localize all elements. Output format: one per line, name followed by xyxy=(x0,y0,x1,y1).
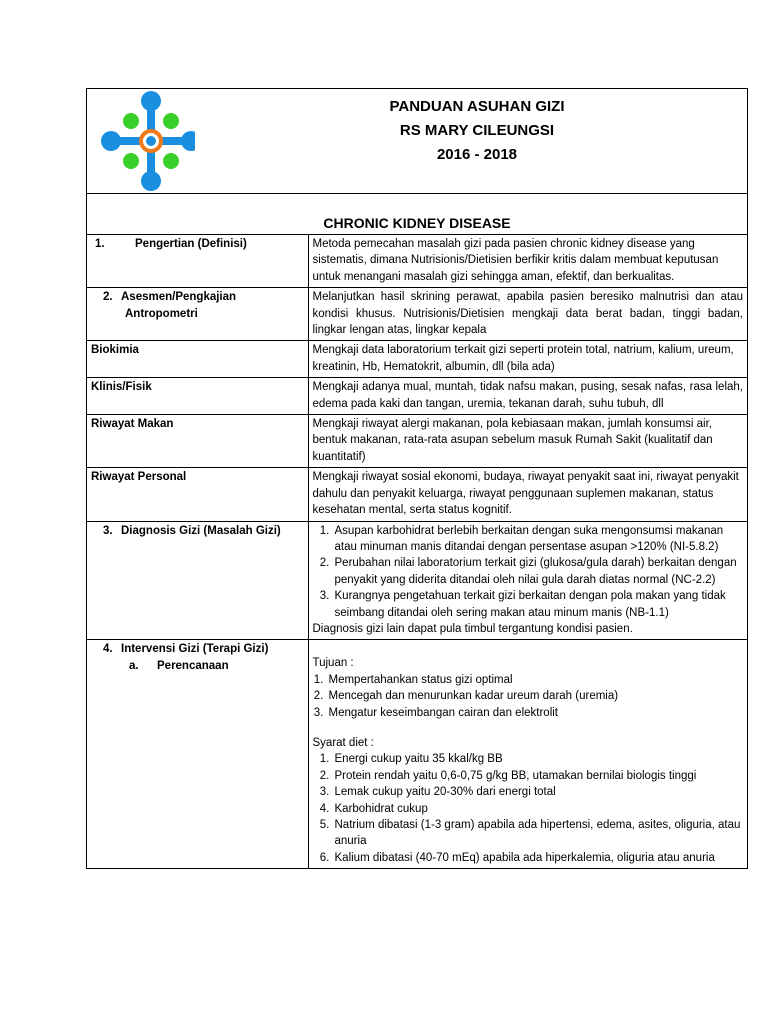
list-item: 1. Asupan karbohidrat berlebih berkaitan dengan suka mengonsumsi makanan atau minuman manis ditandai dengan persentase asupan >120% (NI-5.8.2) xyxy=(333,523,744,556)
title-line-1: PANDUAN ASUHAN GIZI xyxy=(389,98,565,115)
list-item: 1. Mempertahankan status gizi optimal xyxy=(327,672,744,688)
row-content-cell xyxy=(308,378,747,415)
row-content-cell xyxy=(308,521,747,640)
table-row xyxy=(87,378,747,415)
row-content-cell xyxy=(308,468,747,521)
row-number: 1. xyxy=(95,238,105,250)
syarat-list xyxy=(313,751,744,866)
list-item: 5. Natrium dibatasi (1-3 gram) apabila ada hipertensi, edema, asites, oliguria, atau anuria xyxy=(333,817,744,850)
row-number: 3. xyxy=(103,524,113,537)
list-item: 1. Energi cukup yaitu 35 kkal/kg BB xyxy=(333,751,744,767)
table-row xyxy=(87,288,747,341)
row-label: Biokimia xyxy=(91,344,139,357)
section-title-band xyxy=(87,194,747,234)
row-text: Mengkaji adanya mual, muntah, tidak nafsu makan, pusing, sesak nafas, rasa lelah, edema pada kaki dan tangan, uremia, tekanan darah, suhu tubuh, dll xyxy=(312,381,743,410)
logo-green-dot xyxy=(163,113,179,129)
row-label-cell xyxy=(87,640,308,868)
row-content-cell xyxy=(308,341,747,378)
row-content-cell xyxy=(308,288,747,341)
row-content-cell xyxy=(308,415,747,468)
title-line-2: RS MARY CILEUNGSI xyxy=(399,122,555,139)
row-label: Klinis/Fisik xyxy=(91,381,152,394)
list-item: 3. Lemak cukup yaitu 20-30% dari energi total xyxy=(333,784,744,800)
row-label-cell xyxy=(87,288,308,341)
row-sub-number: a. xyxy=(129,659,139,672)
list-item: 3. Mengatur keseimbangan cairan dan elektrolit xyxy=(327,705,744,721)
logo-blue-dot xyxy=(141,91,161,111)
row-label-cell xyxy=(87,521,308,640)
row-label: Asesmen/Pengkajian xyxy=(121,291,237,304)
list-item: 2. Mencegah dan menurunkan kadar ureum darah (uremia) xyxy=(327,688,744,704)
table-row xyxy=(87,341,747,378)
row-label-cell xyxy=(87,378,308,415)
guide-table xyxy=(87,234,747,868)
tujuan-list xyxy=(313,672,744,721)
row-text: Melanjutkan hasil skrining perawat, apabila pasien beresiko malnutrisi dan atau kondisi khusus. Nutrisionis/Dietisien mengkaji data berat badan, tinggi badan, lingkar lengan atas, lingkar kepala xyxy=(312,291,743,337)
logo-cell xyxy=(87,89,207,193)
document-page xyxy=(86,88,748,869)
row-label: Diagnosis Gizi (Masalah Gizi) xyxy=(121,524,281,537)
row-text: Metoda pemecahan masalah gizi pada pasien chronic kidney disease yang sistematis, dimana Nutrisionis/Dietisien berfikir kritis dalam membuat keputusan untuk menangani masalah gizi sehingga aman, efektif, dan berkualitas. xyxy=(312,238,719,283)
list-item: 6. Kalium dibatasi (40-70 mEq) apabila ada hiperkalemia, oliguria atau anuria xyxy=(333,850,744,866)
document-header xyxy=(87,89,747,194)
logo-blue-dot xyxy=(101,131,121,151)
row-label-cell xyxy=(87,415,308,468)
hospital-logo xyxy=(99,91,195,191)
row-label-cell xyxy=(87,468,308,521)
row-text: Mengkaji riwayat alergi makanan, pola kebiasaan makan, jumlah konsumsi air, bentuk makanan, rata-rata asupan sebelum masuk Rumah Sakit (kualitatif dan kuantitatif) xyxy=(312,418,713,463)
title-block xyxy=(207,95,747,167)
syarat-label: Syarat diet : xyxy=(312,736,374,749)
tujuan-label: Tujuan : xyxy=(312,657,354,670)
row-sublabel: Antropometri xyxy=(125,307,198,320)
logo-green-dot xyxy=(123,153,139,169)
logo-blue-dot xyxy=(141,171,161,191)
table-row xyxy=(87,521,747,640)
logo-center-core xyxy=(146,136,156,146)
row-label: Pengertian (Definisi) xyxy=(135,238,247,250)
table-row xyxy=(87,235,747,288)
diagnosis-footer: Diagnosis gizi lain dapat pula timbul tergantung kondisi pasien. xyxy=(312,622,633,635)
row-label-cell xyxy=(87,235,308,288)
table-row xyxy=(87,415,747,468)
row-number: 2. xyxy=(103,291,113,304)
list-item: 2. Perubahan nilai laboratorium terkait gizi (glukosa/gula darah) berkaitan dengan penyakit yang diderita ditandai oleh nilai gula darah diatas normal (NC-2.2) xyxy=(333,555,744,588)
row-text: Mengkaji data laboratorium terkait gizi seperti protein total, natrium, kalium, ureum, kreatinin, Hb, Hematokrit, albumin, dll (bila ada) xyxy=(312,344,734,373)
row-label: Riwayat Personal xyxy=(91,471,187,484)
row-label: Riwayat Makan xyxy=(91,418,174,431)
row-text: Mengkaji riwayat sosial ekonomi, budaya, riwayat penyakit saat ini, riwayat penyakit dahulu dan penyakit keluarga, riwayat penggunaan suplemen makanan, status kesehatan mental, serta status kognitif. xyxy=(312,471,739,517)
table-row xyxy=(87,468,747,521)
list-item: 2. Protein rendah yaitu 0,6-0,75 g/kg BB, utamakan bernilai biologis tinggi xyxy=(333,768,744,784)
row-content-cell xyxy=(308,235,747,288)
list-item: 4. Karbohidrat cukup xyxy=(333,801,744,817)
row-label-cell xyxy=(87,341,308,378)
logo-blue-dot xyxy=(181,131,195,151)
section-title: CHRONIC KIDNEY DISEASE xyxy=(323,215,511,231)
logo-green-dot xyxy=(123,113,139,129)
row-sublabel: Perencanaan xyxy=(157,659,229,672)
diagnosis-list xyxy=(313,523,744,621)
row-number: 4. xyxy=(103,643,113,656)
table-row xyxy=(87,640,747,868)
row-content-cell xyxy=(308,640,747,868)
list-item: 3. Kurangnya pengetahuan terkait gizi berkaitan dengan pola makan yang tidak seimbang ditandai oleh sering makan atau minum manis (NB-1.1) xyxy=(333,588,744,621)
title-line-3: 2016 - 2018 xyxy=(436,146,518,163)
row-label: Intervensi Gizi (Terapi Gizi) xyxy=(121,643,269,656)
logo-green-dot xyxy=(163,153,179,169)
